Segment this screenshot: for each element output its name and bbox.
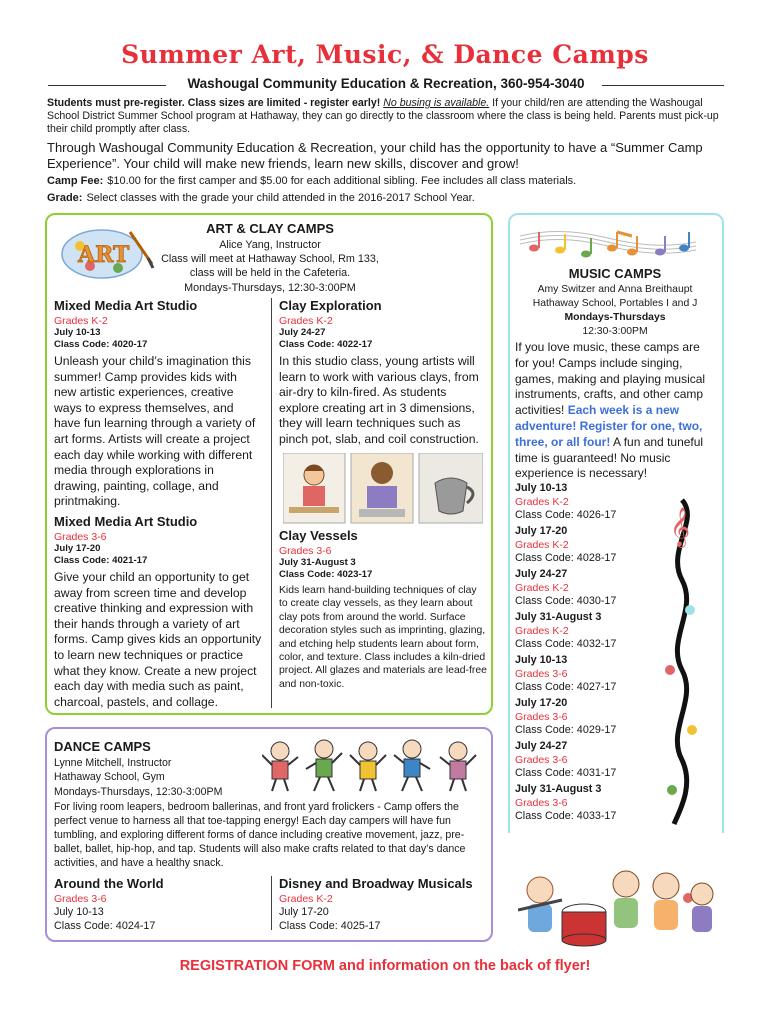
- music-session: [515, 740, 675, 780]
- prereg-text: Students must pre-register. Class sizes are limited - register early!: [47, 97, 381, 109]
- course-grades: Grades K-2: [279, 315, 333, 327]
- dancer-icon: [394, 740, 430, 791]
- course-date: July 17-20: [279, 906, 329, 918]
- session-date: July 17-20: [515, 697, 568, 709]
- svg-text:𝄞: 𝄞: [670, 507, 691, 547]
- dancer-icon: [440, 742, 476, 791]
- session-code: Class Code: 4026-17: [515, 508, 617, 521]
- course-code: Class Code: 4020-17: [54, 339, 148, 350]
- mixed-media-36: [54, 514, 264, 710]
- music-info: [510, 283, 720, 339]
- session-grades: Grades K-2: [515, 538, 569, 551]
- course-grades: Grades 3-6: [54, 531, 107, 543]
- music-days: Mondays-Thursdays: [564, 312, 666, 323]
- lead-paragraph: Through Washougal Community Education & Recreation, your child has the opportunity to have a “Summer Camp Experience”. Your child will make new friends, learn new skills, discover and grow!: [47, 140, 703, 171]
- dance-heading: DANCE CAMPS: [54, 739, 151, 754]
- course-grades: Grades 3-6: [279, 545, 332, 557]
- subtitle-bar: [48, 76, 724, 94]
- session-code: Class Code: 4027-17: [515, 680, 617, 693]
- treble-clef-staff-icon: [660, 490, 704, 830]
- session-code: Class Code: 4032-17: [515, 637, 617, 650]
- course-title: Clay Exploration: [279, 298, 382, 313]
- course-date: July 10-13: [54, 327, 101, 338]
- session-date: July 31-August 3: [515, 611, 602, 623]
- music-heading: MUSIC CAMPS: [568, 266, 662, 281]
- session-date: July 10-13: [515, 482, 568, 494]
- course-title: Clay Vessels: [279, 528, 358, 543]
- grade-note: [47, 192, 727, 204]
- music-location: Hathaway School, Portables I and J: [532, 298, 698, 309]
- art-logo-icon: [60, 224, 156, 280]
- session-grades: Grades 3-6: [515, 753, 568, 766]
- session-grades: Grades 3-6: [515, 667, 568, 680]
- course-grades: Grades 3-6: [54, 893, 107, 905]
- dance-location: Hathaway School, Gym: [54, 771, 165, 784]
- music-session: [515, 611, 675, 651]
- music-desc-highlight: Each week is a new adventure! Register for one, two, three, or all four!: [515, 403, 703, 449]
- course-grades: Grades K-2: [279, 893, 333, 905]
- session-code: Class Code: 4031-17: [515, 766, 617, 779]
- session-code: Class Code: 4030-17: [515, 594, 617, 607]
- mixed-media-k2: [54, 298, 262, 510]
- art-logo-text: ART: [78, 242, 130, 268]
- session-code: Class Code: 4033-17: [515, 809, 617, 822]
- course-title: Disney and Broadway Musicals: [279, 876, 473, 891]
- course-grades: Grades K-2: [54, 315, 108, 327]
- session-date: July 24-27: [515, 740, 568, 752]
- dance-instructor: Lynne Mitchell, Instructor: [54, 757, 172, 769]
- photo-child-clay-icon: [351, 453, 413, 523]
- course-desc: In this studio class, young artists will learn to work with various clays, from air-dry to kiln-fired. As students explore creating art in 3 dimensions, they will learn techniques such as pinch pot, slab, and coil construction.: [279, 354, 479, 446]
- music-session: [515, 654, 675, 694]
- art-instructor: Alice Yang, Instructor: [219, 239, 321, 251]
- clay-exploration: [279, 298, 487, 448]
- kid-guitar-icon: [691, 883, 713, 932]
- dance-info: [54, 756, 284, 799]
- session-code: Class Code: 4029-17: [515, 723, 617, 736]
- grade-text: Select classes with the grade your child attended in the 2016-2017 School Year.: [86, 192, 475, 204]
- music-session: [515, 568, 675, 608]
- session-date: July 17-20: [515, 525, 568, 537]
- course-code: Class Code: 4024-17: [54, 920, 156, 932]
- course-date: July 24-27: [279, 327, 326, 338]
- music-session: [515, 482, 675, 522]
- camp-fee: [47, 175, 727, 187]
- music-kids-icon: [518, 850, 718, 948]
- dance-schedule: Mondays-Thursdays, 12:30-3:00PM: [54, 785, 223, 798]
- subtitle-rule-left: [48, 85, 166, 86]
- dancer-icon: [306, 740, 342, 791]
- course-title: Mixed Media Art Studio: [54, 514, 198, 529]
- photo-clay-pot-icon: [419, 453, 483, 523]
- music-session: [515, 525, 675, 565]
- busing-text: No busing is available.: [383, 97, 490, 109]
- disney-broadway: [279, 876, 489, 933]
- art-heading: ART & CLAY CAMPS: [206, 221, 334, 236]
- session-grades: Grades 3-6: [515, 710, 568, 723]
- session-grades: Grades 3-6: [515, 796, 568, 809]
- drum-icon: [562, 904, 606, 946]
- intro-rest: If your child/ren are attending the Washougal School District Summer School program at Hathaway, they can go directly to the classroom where the class is being held. Parents must pick-up their child promptly after class.: [47, 97, 719, 135]
- dancer-icon: [350, 742, 386, 791]
- clay-photos: [283, 453, 483, 525]
- course-desc: Kids learn hand-building techniques of clay to create clay vessels, as they learn about clay pots from around the world. Surface decoration styles such as imprinting, glazing, and etching help students learn about form, color, and texture. Class includes a kiln-dried project. All glazes and materials are lead-free and non-toxic.: [279, 585, 487, 690]
- clay-vessels: [279, 528, 487, 691]
- music-time: 12:30-3:00PM: [582, 326, 648, 337]
- fee-text: $10.00 for the first camper and $5.00 for each additional sibling. Fee includes all class materials.: [107, 175, 577, 187]
- kid-flute-icon: [518, 877, 562, 932]
- grade-label: Grade:: [47, 192, 83, 204]
- course-code: Class Code: 4022-17: [279, 339, 373, 350]
- art-column-divider: [271, 298, 272, 708]
- photo-child-drawing-icon: [283, 453, 345, 523]
- music-desc2: A fun and tuneful time is guaranteed! No music experience is necessary!: [515, 434, 704, 481]
- session-grades: Grades K-2: [515, 581, 569, 594]
- subtitle: Washougal Community Education & Recreation, 360-954-3040: [187, 76, 585, 91]
- course-desc: Give your child an opportunity to get away from screen time and develop creative thinking and expression with their hands through a variety of art forms. Camp gives kids an opportunity to learn new techniques or practice what they know. Create a new project each day with media such as paint, charcoal, pastels, and collage.: [54, 570, 262, 709]
- session-date: July 24-27: [515, 568, 568, 580]
- art-location: Class will meet at Hathaway School, Rm 133,: [161, 253, 379, 266]
- art-location2: class will be held in the Cafeteria.: [189, 267, 351, 280]
- dancer-icon: [262, 742, 298, 791]
- fee-label: Camp Fee:: [47, 175, 104, 187]
- intro-paragraph: [47, 97, 727, 136]
- art-info: [150, 238, 390, 295]
- course-date: July 17-20: [54, 543, 101, 554]
- dance-column-divider: [271, 876, 272, 930]
- music-description: [515, 340, 715, 482]
- dancing-kids-icon: [262, 735, 488, 793]
- page-title: Summer Art, Music, & Dance Camps: [121, 40, 649, 69]
- course-code: Class Code: 4025-17: [279, 920, 381, 932]
- course-title: Around the World: [54, 876, 164, 891]
- around-the-world: [54, 876, 264, 933]
- art-schedule: Mondays-Thursdays, 12:30-3:00PM: [184, 281, 356, 294]
- session-code: Class Code: 4028-17: [515, 551, 617, 564]
- music-desc1: If you love music, these camps are for you! Camps include singing, games, making and playing musical instruments, crafts, and other camp activities!: [515, 340, 706, 418]
- music-instructors: Amy Switzer and Anna Breithaupt: [537, 284, 693, 295]
- subtitle-rule-right: [602, 85, 724, 86]
- dance-description: For living room leapers, bedroom ballerinas, and front yard frolickers - Camp offers the perfect venue to harness all that toe-tapping energy! Each day campers will have fun tumbling, and exploring different forms of dance including creative movement, jazz, pre-ballet, ballet, hip-hop, and tap. Students will also make crafts related to that day’s dance activities, and have a healthy snack.: [54, 801, 466, 869]
- kid-maracas-icon: [653, 873, 693, 930]
- kid-singer-icon: [613, 871, 639, 928]
- course-desc: Unleash your child’s imagination this summer! Camp provides kids with new artistic experiences, creative ways to express themselves, and have fun learning through a variety of art forms. Artists will create a project each day while working with different media through explorations in drawing, painting, collage, and printmaking.: [54, 354, 256, 509]
- course-title: Mixed Media Art Studio: [54, 298, 198, 313]
- music-sessions: [515, 482, 675, 826]
- course-code: Class Code: 4023-17: [279, 569, 373, 580]
- music-session: [515, 697, 675, 737]
- course-code: Class Code: 4021-17: [54, 555, 148, 566]
- session-date: July 10-13: [515, 654, 568, 666]
- session-date: July 31-August 3: [515, 783, 602, 795]
- session-grades: Grades K-2: [515, 495, 569, 508]
- session-grades: Grades K-2: [515, 624, 569, 637]
- course-date: July 31-August 3: [279, 557, 356, 568]
- registration-footer: REGISTRATION FORM and information on the back of flyer!: [179, 958, 591, 974]
- music-notes-icon: [520, 226, 696, 262]
- course-date: July 10-13: [54, 906, 104, 918]
- music-session: [515, 783, 675, 823]
